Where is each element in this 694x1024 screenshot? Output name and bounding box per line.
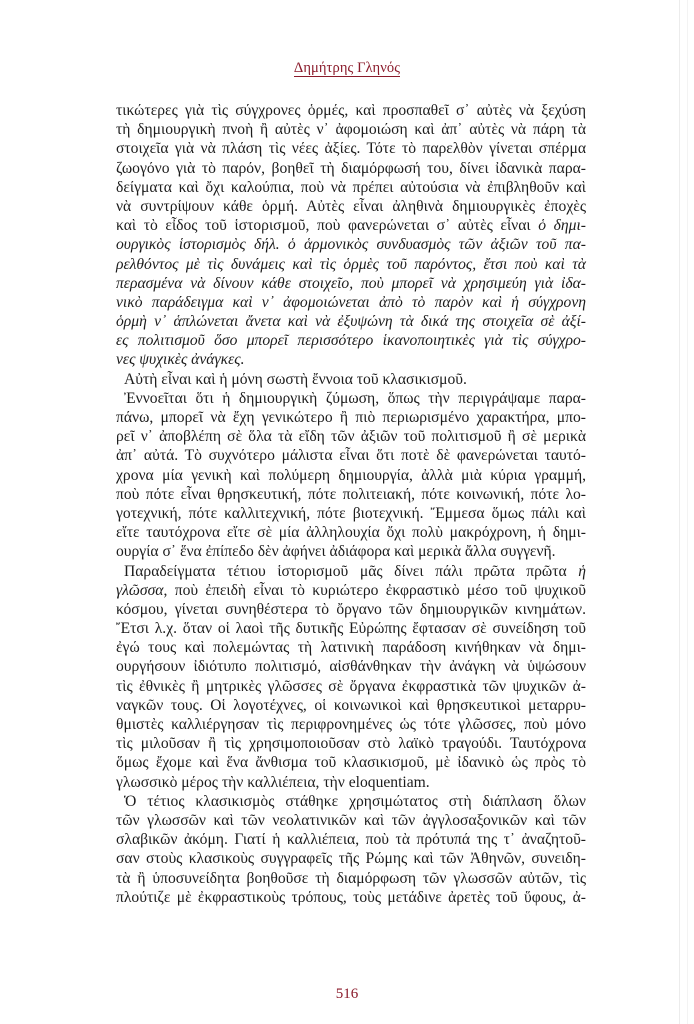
plain-text: ναγκῶν τους. Οἱ λογοτέχνες, οἱ κοινωνικοὶ καὶ θρησκευτικοὶ μεταρρυ- xyxy=(116,696,586,714)
text-line xyxy=(116,216,586,235)
plain-text: δείγματα καὶ ὄχι καλούπια, ποὺ νὰ πρέπει αὐτούσια νὰ ἐπιβληθοῦν καὶ xyxy=(116,178,586,196)
italic-text: νες ψυχικὲς ἀνάγκες. xyxy=(116,351,245,369)
plain-text: νὰ συντρίψουν κάθε ὁρμή. Αὐτὲς εἶναι ἀληθινὰ δημιουργικὲς ἐποχὲς xyxy=(116,197,586,215)
plain-text: σλαβικῶν ἀκόμη. Γιατί ἡ καλλιέπεια, ποὺ τὰ πρότυπά της τ᾽ ἀναζητοῦ- xyxy=(116,831,586,849)
text-line xyxy=(116,753,586,772)
text-line xyxy=(116,677,586,696)
plain-text: θμιστὲς καλλιέργησαν τὶς περιφρονημένες ὡς τότε γλῶσσες, ποὺ μόνο xyxy=(116,716,586,733)
plain-text: τὶς μιλοῦσαν ἢ τὶς χρησιμοποιοῦσαν στὸ λαϊκὸ τραγούδι. Ταυτόχρονα xyxy=(116,735,586,753)
text-line xyxy=(116,139,586,158)
plain-text: , ποὺ ἐπειδὴ εἶναι τὸ κυριώτερο ἐκφραστικὸ μέσο τοῦ ψυχικοῦ xyxy=(163,581,586,599)
plain-text: Ὁ τέτιος κλασικισμὸς στάθηκε χρησιμώτατος στὴ διάπλαση ὅλων xyxy=(124,792,586,810)
text-line xyxy=(116,255,586,274)
plain-text: τὴ δημιουργικὴ πνοὴ ἢ αὐτὲς ν᾽ ἀφομοιώση καὶ ἀπ᾽ αὐτὲς νὰ πάρη τὰ xyxy=(116,121,586,139)
italic-text: ουργικὸς ἱστορισμὸς δήλ. ὁ ἁρμονικὸς συνδυασμὸς τῶν ἀξιῶν τοῦ πα- xyxy=(116,236,586,254)
text-line xyxy=(116,293,586,312)
plain-text: Ἐννοεῖται ὅτι ἡ δημιουργικὴ ζύμωση, ὅπως τὴν περιγράψαμε παρα- xyxy=(124,389,586,407)
text-line xyxy=(116,159,586,178)
text-line xyxy=(116,101,586,120)
plain-text: ζωογόνο γιὰ τὸ παρόν, βοηθεῖ τὴ διαμόρφωσή του, δίνει ἰδανικὰ παρα- xyxy=(116,159,586,177)
italic-text: γλῶσσα xyxy=(116,581,164,599)
text-line xyxy=(116,792,586,811)
text-line xyxy=(116,849,586,868)
italic-text: περασμένα νὰ δίνουν κάθε στοιχεῖο, ποὺ μπορεῖ νὰ χρησιμεύη γιὰ ἰδα- xyxy=(116,274,586,292)
text-line xyxy=(116,830,586,849)
text-line xyxy=(116,696,586,715)
text-line xyxy=(116,504,586,523)
plain-text: τὶς ἐθνικὲς ἢ μητρικὲς γλῶσσες σὲ ὄργανα ἐκφραστικὰ τῶν ψυχικῶν ἀ- xyxy=(116,677,586,695)
italic-text: νικὸ παράδειγμα καὶ ν᾽ ἀφομοιώνεται ἀπὸ τὸ παρὸν καὶ ἡ σύγχρονη xyxy=(116,293,586,311)
text-line xyxy=(116,523,586,542)
plain-text: πλούτιζε μὲ ἐκφραστικοὺς τρόπους, τοὺς μετάδινε ἀρετὲς τοῦ ὕφους, ἀ- xyxy=(116,888,586,906)
text-line xyxy=(116,542,586,561)
italic-text: ες πολιτισμοῦ ὅσο μπορεῖ περισσότερο ἱκανοποιητικὲς γιὰ τὶς σύγχρο- xyxy=(116,332,586,350)
text-line xyxy=(116,312,586,331)
text-line xyxy=(116,178,586,197)
text-line xyxy=(116,619,586,638)
text-line xyxy=(116,600,586,619)
plain-text: τῶν γλωσσῶν καὶ τῶν νεολατινικῶν καὶ τῶν ἀγγλοσαξονικῶν καὶ τῶν xyxy=(116,811,586,829)
plain-text: καὶ τὸ εἶδος τοῦ ἱστορισμοῦ, ποὺ φανερώνεται σ᾽ αὐτὲς εἶναι xyxy=(116,217,539,235)
text-line xyxy=(116,657,586,676)
plain-text: εἴτε ταυτόχρονα εἴτε σὲ μία ἀλληλουχία ὄχι πολὺ μακρόχρονη, ἡ δημι- xyxy=(116,524,586,542)
text-line xyxy=(116,466,586,485)
text-line xyxy=(116,638,586,657)
plain-text: ουργία σ᾽ ἕνα ἐπίπεδο δὲν ἀφήνει ἀδιάφορα καὶ μερικὰ ἄλλα συγγενῆ. xyxy=(116,543,556,561)
text-line xyxy=(116,331,586,350)
plain-text: χρονα μία γενικὴ καὶ πολύμερη δημιουργία, ἀλλὰ μιὰ κύρια γραμμή, xyxy=(116,466,586,484)
plain-text: ὅμως ἔχομε καὶ ἕνα ἄνθισμα τοῦ κλασικισμοῦ, μὲ ἰδανικὸ ὡς πρὸς τὸ xyxy=(116,754,586,772)
text-line xyxy=(116,811,586,830)
plain-text: σαν στοὺς κλασικοὺς συγγραφεῖς τῆς Ρώμης καὶ τῶν Ἀθηνῶν, συνειδη- xyxy=(116,850,586,868)
author-name: Δημήτρης Γληνός xyxy=(293,60,401,76)
text-line xyxy=(116,773,586,792)
italic-text: ὁρμὴ ν᾽ ἁπλώνεται ἄνετα καὶ νὰ ἐξυψώνη τὰ δικά της στοιχεῖα σὲ ἀξί- xyxy=(116,313,586,331)
plain-text: τικώτερες γιὰ τὶς σύγχρονες ὁρμές, καὶ προσπαθεῖ σ᾽ αὐτὲς νὰ ξεχύση xyxy=(116,102,586,119)
plain-text: ποὺ πότε εἶναι θρησκευτική, πότε πολιτειακή, πότε κοινωνική, πότε λο- xyxy=(116,485,586,503)
text-line xyxy=(116,274,586,293)
text-line xyxy=(116,715,586,734)
page-edge xyxy=(687,0,688,1024)
italic-text: ἡ xyxy=(578,562,586,580)
plain-text: Αὐτὴ εἶναι καὶ ἡ μόνη σωστὴ ἔννοια τοῦ κλασικισμοῦ. xyxy=(124,370,467,388)
text-line xyxy=(116,581,586,600)
plain-text: πάνω, μπορεῖ νὰ ἔχη γενικώτερο ἢ πιὸ περιωρισμένο χαρακτήρα, μπο- xyxy=(116,409,586,426)
text-line xyxy=(116,869,586,888)
text-line xyxy=(116,734,586,753)
running-header xyxy=(0,60,694,77)
text-line xyxy=(116,350,586,369)
plain-text: κόσμου, γίνεται συνηθέστερα τὸ ὄργανο τῶν δημιουργικῶν κινημάτων. xyxy=(116,600,586,618)
text-line xyxy=(116,120,586,139)
plain-text: στοιχεῖα γιὰ νὰ πλάση τὶς νέες ἀξίες. Τότε τὸ παρελθὸν γίνεται σπέρμα xyxy=(116,140,586,158)
text-line xyxy=(116,235,586,254)
text-line xyxy=(116,197,586,216)
text-line xyxy=(116,888,586,907)
page-footer xyxy=(0,986,694,1003)
plain-text: Ἔτσι λ.χ. ὅταν οἱ λαοὶ τῆς δυτικῆς Εὐρώπης ἔφτασαν σὲ συνείδηση τοῦ xyxy=(116,620,586,638)
plain-text: γλωσσικὸ μέρος τὴν καλλιέπεια, τὴν eloquentiam. xyxy=(116,773,430,791)
body-text xyxy=(116,101,586,907)
text-line xyxy=(116,408,586,427)
plain-text: ουργήσουν ἰδιότυπο πολιτισμό, αἰσθάνθηκαν τὴν ἀνάγκη νὰ ὑψώσουν xyxy=(116,658,586,676)
page-edge xyxy=(679,0,680,1024)
plain-text: Παραδείγματα τέτιου ἱστορισμοῦ μᾶς δίνει πάλι πρῶτα πρῶτα xyxy=(124,562,579,580)
italic-text: ρελθόντος μὲ τὶς δυνάμεις καὶ τὶς ὁρμὲς τοῦ παρόντος, ἔτσι ποὺ καὶ τὰ xyxy=(116,255,586,273)
plain-text: ἐγώ τους καὶ πολεμώντας τὴ λατινικὴ παράδοση κινήθηκαν νὰ δημι- xyxy=(116,639,586,657)
text-line xyxy=(116,562,586,581)
plain-text: ρεῖ ν᾽ ἀποβλέπη σὲ ὅλα τὰ εἴδη τῶν ἀξιῶν τοῦ πολιτισμοῦ ἢ σὲ μερικὰ xyxy=(116,428,586,446)
text-line xyxy=(116,446,586,465)
text-line xyxy=(116,370,586,389)
plain-text: ἀπ᾽ αὐτά. Τὸ συχνότερο μάλιστα εἶναι ὅτι ποτὲ δὲ φανερώνεται ταυτό- xyxy=(116,447,586,465)
text-line xyxy=(116,485,586,504)
plain-text: γοτεχνική, πότε καλλιτεχνική, πότε βιοτεχνική. Ἔμμεσα ὅμως πάλι καὶ xyxy=(116,504,586,522)
italic-text: ὁ δημι- xyxy=(538,217,586,235)
page-number: 516 xyxy=(335,986,359,1002)
text-line xyxy=(116,389,586,408)
plain-text: τὰ ἢ ὑποσυνείδητα βοηθοῦσε τὴ διαμόρφωση τῶν γλωσσῶν αὐτῶν, τὶς xyxy=(116,869,586,887)
text-line xyxy=(116,427,586,446)
